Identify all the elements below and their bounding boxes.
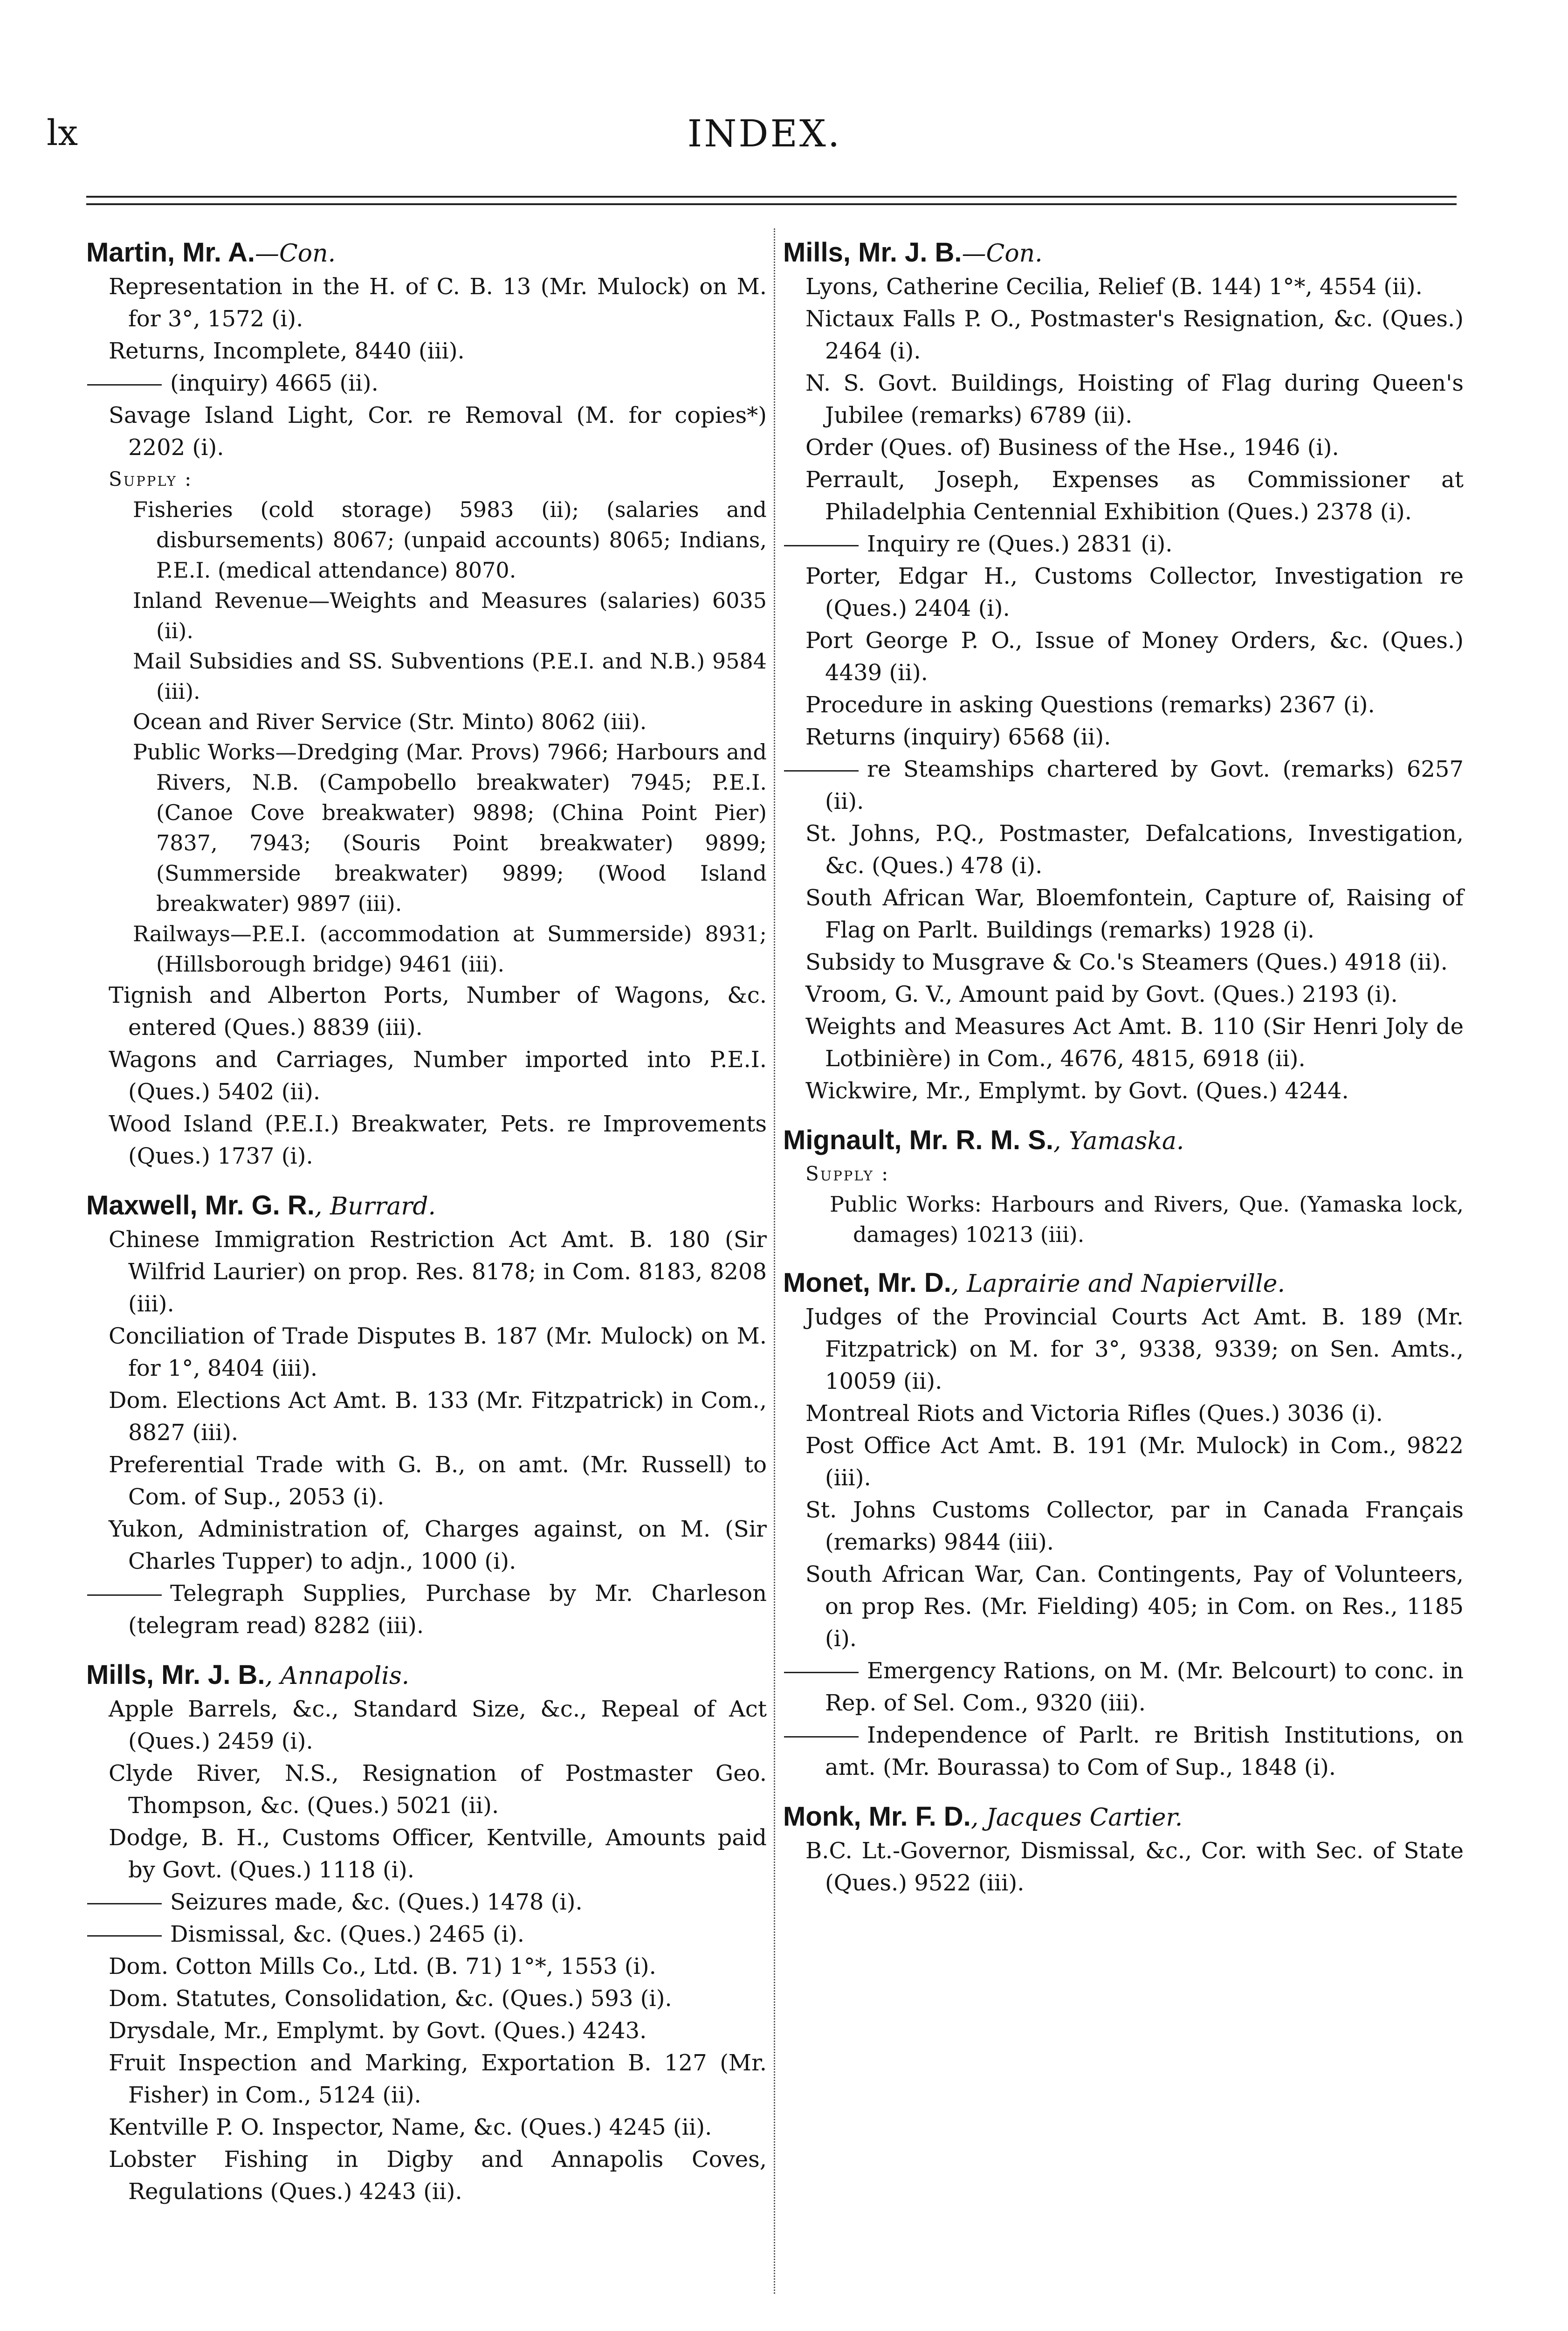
entry-line: Dom. Cotton Mills Co., Ltd. (B. 71) 1°*, 1553 (i). <box>109 1953 656 1979</box>
entry-line: Subsidy to Musgrave & Co.'s Steamers (Ques.) 4918 (ii). <box>805 949 1448 975</box>
index-entry-monk <box>783 1800 1464 1899</box>
entry-heading: Mignault, Mr. R. M. S., Yamaska. <box>783 1125 1184 1155</box>
entry-line: Clyde River, N.S., Resignation of Postmaster Geo. Thompson, &c. (Ques.) 5021 (ii). <box>109 1760 767 1819</box>
entry-line: Perrault, Joseph, Expenses as Commissioner at Philadelphia Centennial Exhibition (Ques.) 2378 (i). <box>805 467 1464 525</box>
entry-heading: Mills, Mr. J. B., Annapolis. <box>86 1660 410 1690</box>
page-header <box>47 112 1482 168</box>
entry-line: Porter, Edgar H., Customs Collector, Investigation re (Ques.) 2404 (i). <box>805 563 1464 621</box>
entry-line: N. S. Govt. Buildings, Hoisting of Flag during Queen's Jubilee (remarks) 6789 (ii). <box>805 370 1464 428</box>
entry-line-continued: Dismissal, &c. (Ques.) 2465 (i). <box>86 1918 767 1951</box>
entry-line-continued: Emergency Rations, on M. (Mr. Belcourt) to conc. in Rep. of Sel. Com., 9320 (iii). <box>783 1655 1464 1719</box>
entry-line: South African War, Can. Contingents, Pay of Volunteers, on prop Res. (Mr. Fielding) 405; in Com. on Res., 1185 (i). <box>805 1561 1464 1652</box>
supply-label: Supply : <box>109 468 193 490</box>
entry-line: Savage Island Light, Cor. re Removal (M. for copies*) 2202 (i). <box>109 402 767 461</box>
entry-line: Public Works—Dredging (Mar. Provs) 7966; Harbours and Rivers, N.B. (Campobello breakwater) 7945; P.E.I. (Canoe Cove breakwater) 9898; (China Point Pier) 7837, 7943; (Souris Point breakwater) 9899; (Summerside breakwater) 9899; (Wood Island breakwater) 9897 (iii). <box>133 739 767 916</box>
index-entry-mignault <box>783 1123 1464 1250</box>
entry-line: Inland Revenue—Weights and Measures (salaries) 6035 (ii). <box>133 588 767 643</box>
entry-line: Post Office Act Amt. B. 191 (Mr. Mulock) in Com., 9822 (iii). <box>805 1433 1464 1491</box>
entry-line: Weights and Measures Act Amt. B. 110 (Sir Henri Joly de Lotbinière) in Com., 4676, 4815, 6918 (ii). <box>805 1014 1464 1072</box>
entry-line: Lyons, Catherine Cecilia, Relief (B. 144) 1°*, 4554 (ii). <box>805 274 1423 300</box>
right-column <box>783 235 1464 1899</box>
entry-line: Kentville P. O. Inspector, Name, &c. (Ques.) 4245 (ii). <box>109 2114 712 2140</box>
index-entry-monet <box>783 1266 1464 1784</box>
entry-line: Public Works: Harbours and Rivers, Que. (Yamaska lock, damages) 10213 (iii). <box>830 1192 1464 1247</box>
index-entry-martin <box>86 235 767 1172</box>
entry-line-continued: Inquiry re (Ques.) 2831 (i). <box>783 528 1464 560</box>
entry-line: Railways—P.E.I. (accommodation at Summerside) 8931; (Hillsborough bridge) 9461 (iii). <box>133 921 767 977</box>
entry-line: Nictaux Falls P. O., Postmaster's Resignation, &c. (Ques.) 2464 (i). <box>805 306 1464 364</box>
entry-line: Montreal Riots and Victoria Rifles (Ques.) 3036 (i). <box>805 1400 1383 1427</box>
entry-heading: Monk, Mr. F. D., Jacques Cartier. <box>783 1801 1183 1832</box>
entry-line: Judges of the Provincial Courts Act Amt. B. 189 (Mr. Fitzpatrick) on M. for 3°, 9338, 9339; on Sen. Amts., 10059 (ii). <box>805 1304 1464 1394</box>
entry-line: Dom. Elections Act Amt. B. 133 (Mr. Fitzpatrick) in Com., 8827 (iii). <box>109 1387 767 1446</box>
entry-line: Tignish and Alberton Ports, Number of Wagons, &c. entered (Ques.) 8839 (iii). <box>109 982 767 1041</box>
entry-line-continued: Seizures made, &c. (Ques.) 1478 (i). <box>86 1886 767 1918</box>
entry-line: Wagons and Carriages, Number imported into P.E.I. (Ques.) 5402 (ii). <box>109 1047 767 1105</box>
entry-line-continued: re Steamships chartered by Govt. (remarks) 6257 (ii). <box>783 753 1464 818</box>
entry-line: Preferential Trade with G. B., on amt. (Mr. Russell) to Com. of Sup., 2053 (i). <box>109 1452 767 1510</box>
page-title: INDEX. <box>687 112 842 155</box>
entry-line: Ocean and River Service (Str. Minto) 8062 (iii). <box>133 709 647 734</box>
entry-heading: Martin, Mr. A.—Con. <box>86 237 336 268</box>
entry-line: Fruit Inspection and Marking, Exportation B. 127 (Mr. Fisher) in Com., 5124 (ii). <box>109 2050 767 2108</box>
entry-line: Fisheries (cold storage) 5983 (ii); (salaries and disbursements) 8067; (unpaid accounts) 8065; Indians, P.E.I. (medical attendance) 8070. <box>133 497 767 583</box>
entry-line: Wood Island (P.E.I.) Breakwater, Pets. re Improvements (Ques.) 1737 (i). <box>109 1111 767 1169</box>
supply-label: Supply : <box>805 1162 890 1185</box>
entry-line: South African War, Bloemfontein, Capture of, Raising of Flag on Parlt. Buildings (remarks) 1928 (i). <box>805 885 1464 943</box>
index-entry-mills-continued <box>783 235 1464 1107</box>
page-number: lx <box>47 112 78 153</box>
entry-line: Order (Ques. of) Business of the Hse., 1946 (i). <box>805 434 1339 461</box>
index-entry-mills <box>86 1658 767 2208</box>
entry-heading: Monet, Mr. D., Laprairie and Napierville. <box>783 1268 1285 1298</box>
entry-line: Chinese Immigration Restriction Act Amt. B. 180 (Sir Wilfrid Laurier) on prop. Res. 8178; in Com. 8183, 8208 (iii). <box>109 1227 767 1317</box>
entry-line: Dodge, B. H., Customs Officer, Kentville, Amounts paid by Govt. (Ques.) 1118 (i). <box>109 1825 767 1883</box>
entry-line: Vroom, G. V., Amount paid by Govt. (Ques.) 2193 (i). <box>805 981 1398 1007</box>
entry-line: Procedure in asking Questions (remarks) 2367 (i). <box>805 692 1375 718</box>
entry-line: Lobster Fishing in Digby and Annapolis Coves, Regulations (Ques.) 4243 (ii). <box>109 2146 767 2205</box>
header-rule-double <box>86 203 1457 205</box>
entry-line-continued: (inquiry) 4665 (ii). <box>86 367 767 400</box>
header-rule <box>86 196 1457 198</box>
entry-heading: Maxwell, Mr. G. R., Burrard. <box>86 1190 436 1221</box>
entry-line: Wickwire, Mr., Emplymt. by Govt. (Ques.) 4244. <box>805 1078 1349 1104</box>
entry-line-continued: Telegraph Supplies, Purchase by Mr. Charleson (telegram read) 8282 (iii). <box>86 1578 767 1642</box>
entry-line: Yukon, Administration of, Charges against, on M. (Sir Charles Tupper) to adjn., 1000 (i). <box>109 1516 767 1574</box>
entry-line: Returns (inquiry) 6568 (ii). <box>805 724 1111 750</box>
index-entry-maxwell <box>86 1188 767 1642</box>
entry-line: Apple Barrels, &c., Standard Size, &c., Repeal of Act (Ques.) 2459 (i). <box>109 1696 767 1754</box>
entry-line: Drysdale, Mr., Emplymt. by Govt. (Ques.) 4243. <box>109 2018 647 2044</box>
entry-line: Dom. Statutes, Consolidation, &c. (Ques.) 593 (i). <box>109 1986 672 2012</box>
entry-line: St. Johns Customs Collector, par in Canada Français (remarks) 9844 (iii). <box>805 1497 1464 1555</box>
entry-line: Returns, Incomplete, 8440 (iii). <box>109 338 465 364</box>
entry-heading: Mills, Mr. J. B.—Con. <box>783 237 1043 268</box>
left-column <box>86 235 767 2208</box>
entry-line: Port George P. O., Issue of Money Orders, &c. (Ques.) 4439 (ii). <box>805 628 1464 686</box>
entry-line: St. Johns, P.Q., Postmaster, Defalcations, Investigation, &c. (Ques.) 478 (i). <box>805 821 1464 879</box>
entry-line: B.C. Lt.-Governor, Dismissal, &c., Cor. with Sec. of State (Ques.) 9522 (iii). <box>805 1838 1464 1896</box>
column-divider <box>774 228 775 2294</box>
entry-line-continued: Independence of Parlt. re British Institutions, on amt. (Mr. Bourassa) to Com of Sup., 1848 (i). <box>783 1719 1464 1784</box>
entry-line: Conciliation of Trade Disputes B. 187 (Mr. Mulock) on M. for 1°, 8404 (iii). <box>109 1323 767 1381</box>
entry-line: Mail Subsidies and SS. Subventions (P.E.I. and N.B.) 9584 (iii). <box>133 648 767 704</box>
entry-line: Representation in the H. of C. B. 13 (Mr. Mulock) on M. for 3°, 1572 (i). <box>109 274 767 332</box>
